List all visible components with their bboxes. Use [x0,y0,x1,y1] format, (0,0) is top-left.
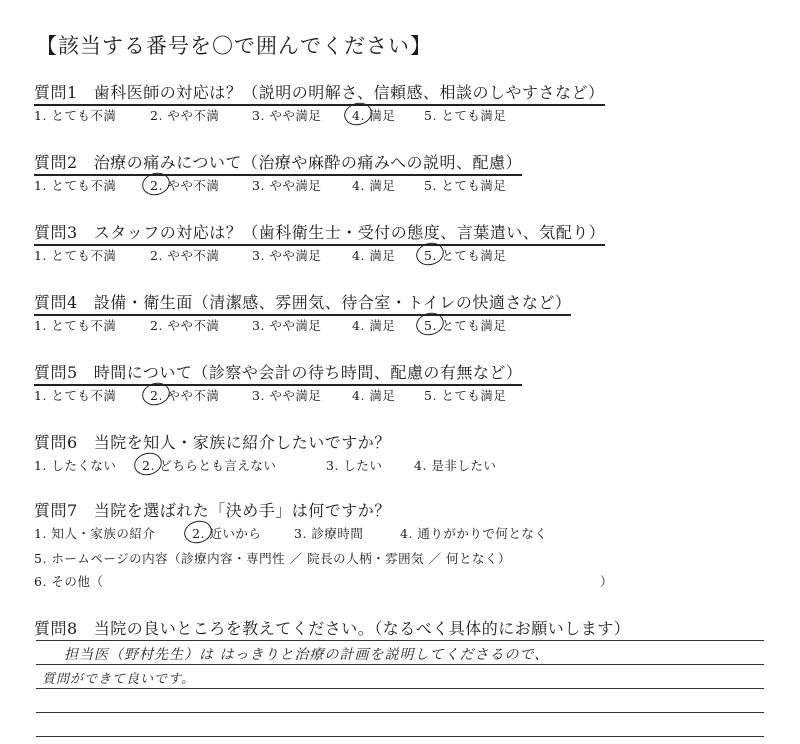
answer-line [36,640,764,641]
question-7 [34,498,391,522]
option-2[interactable]: 2. やや不満 [150,388,220,403]
question-number: 質問6 [34,433,78,452]
option-4[interactable]: 4. 満足 [352,178,396,193]
option-5[interactable]: 5. とても満足 [424,108,507,123]
option-5[interactable]: 5. とても満足 [424,388,507,403]
option-4[interactable]: 4. 満足 [352,388,396,403]
answer-line [36,688,764,689]
question-2 [34,150,522,176]
form-heading: 【該当する番号を〇で囲んでください】 [36,34,432,58]
option-1[interactable]: 1. とても不満 [34,108,117,123]
option-1[interactable]: 1. 知人・家族の紹介 [34,526,156,541]
option-3[interactable]: 3. やや満足 [252,388,322,403]
option-3[interactable]: 3. 診療時間 [294,526,364,541]
handwritten-answer-line-2: 質問ができて良いです。 [42,672,195,687]
option-1[interactable]: 1. とても不満 [34,388,117,403]
option-5[interactable]: 5. とても満足 [424,178,507,193]
option-2[interactable]: 2. どちらとも言えない [142,458,277,473]
question-text: 時間について（診察や会計の待ち時間、配慮の有無など） [93,363,523,382]
option-6-close-paren: ） [600,574,614,589]
question-1 [34,80,605,106]
question-3 [34,220,605,246]
option-3[interactable]: 3. やや満足 [252,178,322,193]
option-3[interactable]: 3. やや満足 [252,248,322,263]
option-2[interactable]: 2. やや不満 [150,178,220,193]
option-5[interactable]: 5. とても満足 [424,248,507,263]
option-2[interactable]: 2. やや不満 [150,318,220,333]
option-1[interactable]: 1. したくない [34,458,117,473]
question-text: 治療の痛みについて（治療や麻酔の痛みへの説明、配慮） [93,153,523,172]
option-4[interactable]: 4. 満足 [352,318,396,333]
option-4[interactable]: 4. 満足 [352,108,396,123]
option-3[interactable]: 3. やや満足 [252,108,322,123]
option-2[interactable]: 2. やや不満 [150,248,220,263]
question-5 [34,360,522,386]
question-8 [34,616,630,640]
question-number: 質問5 [34,363,78,382]
option-5[interactable]: 5. ホームページの内容（診療内容・専門性 ／ 院長の人柄・雰囲気 ／ 何となく） [34,551,512,566]
question-number: 質問1 [34,83,78,102]
option-1[interactable]: 1. とても不満 [34,318,117,333]
question-6 [34,430,391,454]
option-6[interactable]: 6. その他（ [34,574,104,589]
option-4[interactable]: 4. 満足 [352,248,396,263]
answer-line [36,664,764,665]
question-4 [34,290,571,316]
option-4[interactable]: 4. 通りがかりで何となく [400,526,548,541]
question-number: 質問8 [34,619,78,638]
question-text: 設備・衛生面（清潔感、雰囲気、待合室・トイレの快適さなど） [93,293,572,312]
option-3[interactable]: 3. やや満足 [252,318,322,333]
answer-line [36,712,764,713]
question-text: 当院を選ばれた「決め手」は何ですか？ [93,501,391,520]
answer-line [36,736,764,737]
question-text: 当院を知人・家族に紹介したいですか？ [93,433,391,452]
question-number: 質問3 [34,223,78,242]
question-text: スタッフの対応は？（歯科衛生士・受付の態度、言葉遣い、気配り） [93,223,606,242]
question-text: 歯科医師の対応は？（説明の明解さ、信頼感、相談のしやすさなど） [93,83,605,102]
question-number: 質問4 [34,293,78,312]
option-4[interactable]: 4. 是非したい [414,458,497,473]
option-2[interactable]: 2. やや不満 [150,108,220,123]
option-1[interactable]: 1. とても不満 [34,248,117,263]
option-2[interactable]: 2. 近いから [192,526,262,541]
option-5[interactable]: 5. とても満足 [424,318,507,333]
handwritten-answer-line-1: 担当医（野村先生）は はっきりと治療の計画を説明してくださるので、 [64,647,550,663]
question-text: 当院の良いところを教えてください。（なるべく具体的にお願いします） [93,619,631,638]
question-number: 質問7 [34,501,78,520]
question-number: 質問2 [34,153,78,172]
option-1[interactable]: 1. とても不満 [34,178,117,193]
option-3[interactable]: 3. したい [326,458,383,473]
